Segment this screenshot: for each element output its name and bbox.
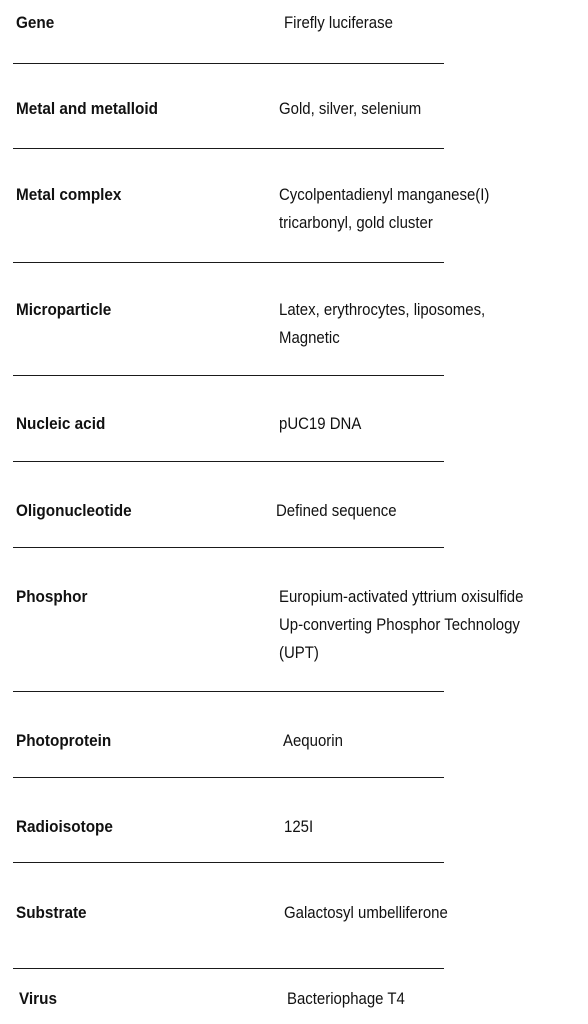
row-term: Radioisotope (16, 817, 113, 836)
divider (13, 461, 444, 462)
row-value: Gold, silver, selenium (279, 99, 422, 118)
row-value: pUC19 DNA (279, 414, 362, 433)
row-value: Europium-activated yttrium oxisulfide Up-converting Phosphor Technology (UPT) (279, 587, 524, 662)
row-term: Photoprotein (16, 731, 112, 750)
row-term: Substrate (16, 903, 87, 922)
divider (13, 262, 444, 263)
divider (13, 148, 444, 149)
row-value: Bacteriophage T4 (287, 989, 405, 1008)
row-term: Oligonucleotide (16, 501, 132, 520)
row-value: Cycolpentadienyl manganese(I) tricarbonyl, gold cluster (279, 185, 490, 232)
divider (13, 63, 444, 64)
divider (13, 547, 444, 548)
row-value: 125I (284, 817, 314, 836)
row-term: Metal complex (16, 185, 122, 204)
row-term: Virus (19, 989, 57, 1008)
row-term: Gene (16, 13, 55, 32)
divider (13, 375, 444, 376)
row-term: Metal and metalloid (16, 99, 158, 118)
row-value: Defined sequence (276, 501, 397, 520)
row-term: Nucleic acid (16, 414, 106, 433)
row-value: Galactosyl umbelliferone (284, 903, 448, 922)
row-term: Microparticle (16, 300, 112, 319)
divider (13, 691, 444, 692)
divider (13, 968, 444, 969)
row-term: Phosphor (16, 587, 88, 606)
row-value: Latex, erythrocytes, liposomes, Magnetic (279, 300, 486, 347)
divider (13, 862, 444, 863)
row-value: Firefly luciferase (284, 13, 393, 32)
divider (13, 777, 444, 778)
row-value: Aequorin (283, 731, 343, 750)
